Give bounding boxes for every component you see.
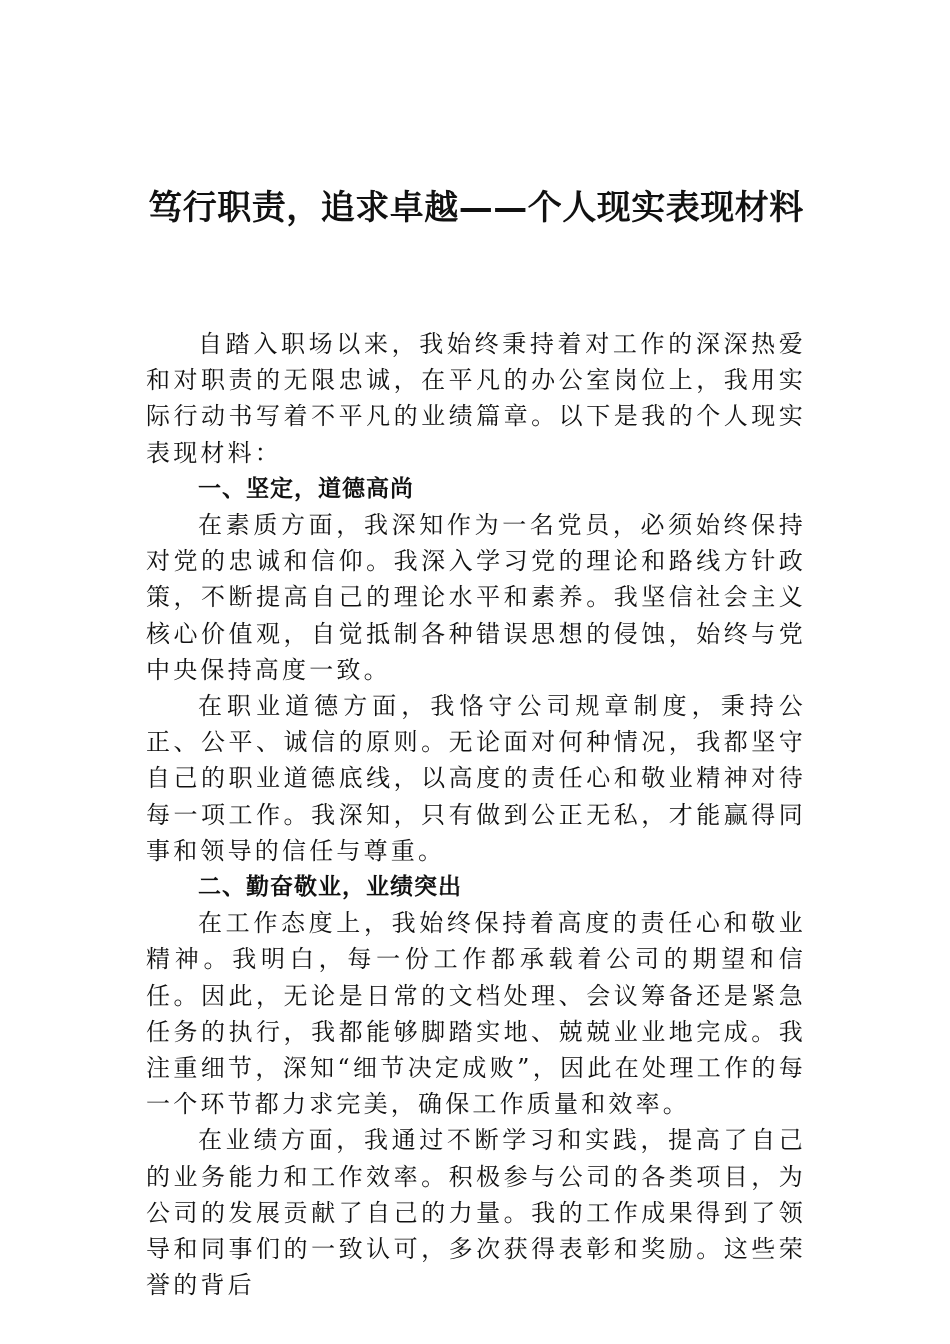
document-body [146, 326, 806, 1303]
section-heading-1: 一、坚定，道德高尚 [198, 475, 414, 502]
section-heading-2: 二、勤奋敬业，业绩突出 [198, 874, 462, 901]
section-2-paragraph-1: 在工作态度上，我始终保持着高度的责任心和敬业精神。我明白，每一份工作都承载着公司的期望和信任。因此，无论是日常的文档处理、会议筹备还是紧急任务的执行，我都能够脚踏实地、兢兢业业地完成。我注重细节，深知“细节决定成败”，因此在处理工作的每一个环节都力求完美，确保工作质量和效率。 [146, 909, 806, 1119]
intro-paragraph: 自踏入职场以来，我始终秉持着对工作的深深热爱和对职责的无限忠诚，在平凡的办公室岗位上，我用实际行动书写着不平凡的业绩篇章。以下是我的个人现实表现材料： [146, 330, 806, 467]
section-1-paragraph-2: 在职业道德方面，我恪守公司规章制度，秉持公正、公平、诚信的原则。无论面对何种情况，我都坚守自己的职业道德底线，以高度的责任心和敬业精神对待每一项工作。我深知，只有做到公正无私，才能赢得同事和领导的信任与尊重。 [146, 692, 806, 865]
section-2-paragraph-2: 在业绩方面，我通过不断学习和实践，提高了自己的业务能力和工作效率。积极参与公司的各类项目，为公司的发展贡献了自己的力量。我的工作成果得到了领导和同事们的一致认可，多次获得表彰和奖励。这些荣誉的背后 [146, 1126, 806, 1300]
section-1-paragraph-1: 在素质方面，我深知作为一名党员，必须始终保持对党的忠诚和信仰。我深入学习党的理论和路线方针政策，不断提高自己的理论水平和素养。我坚信社会主义核心价值观，自觉抵制各种错误思想的侵蚀，始终与党中央保持高度一致。 [146, 511, 806, 684]
document-title: 笃行职责，追求卓越——个人现实表现材料 [148, 187, 804, 228]
